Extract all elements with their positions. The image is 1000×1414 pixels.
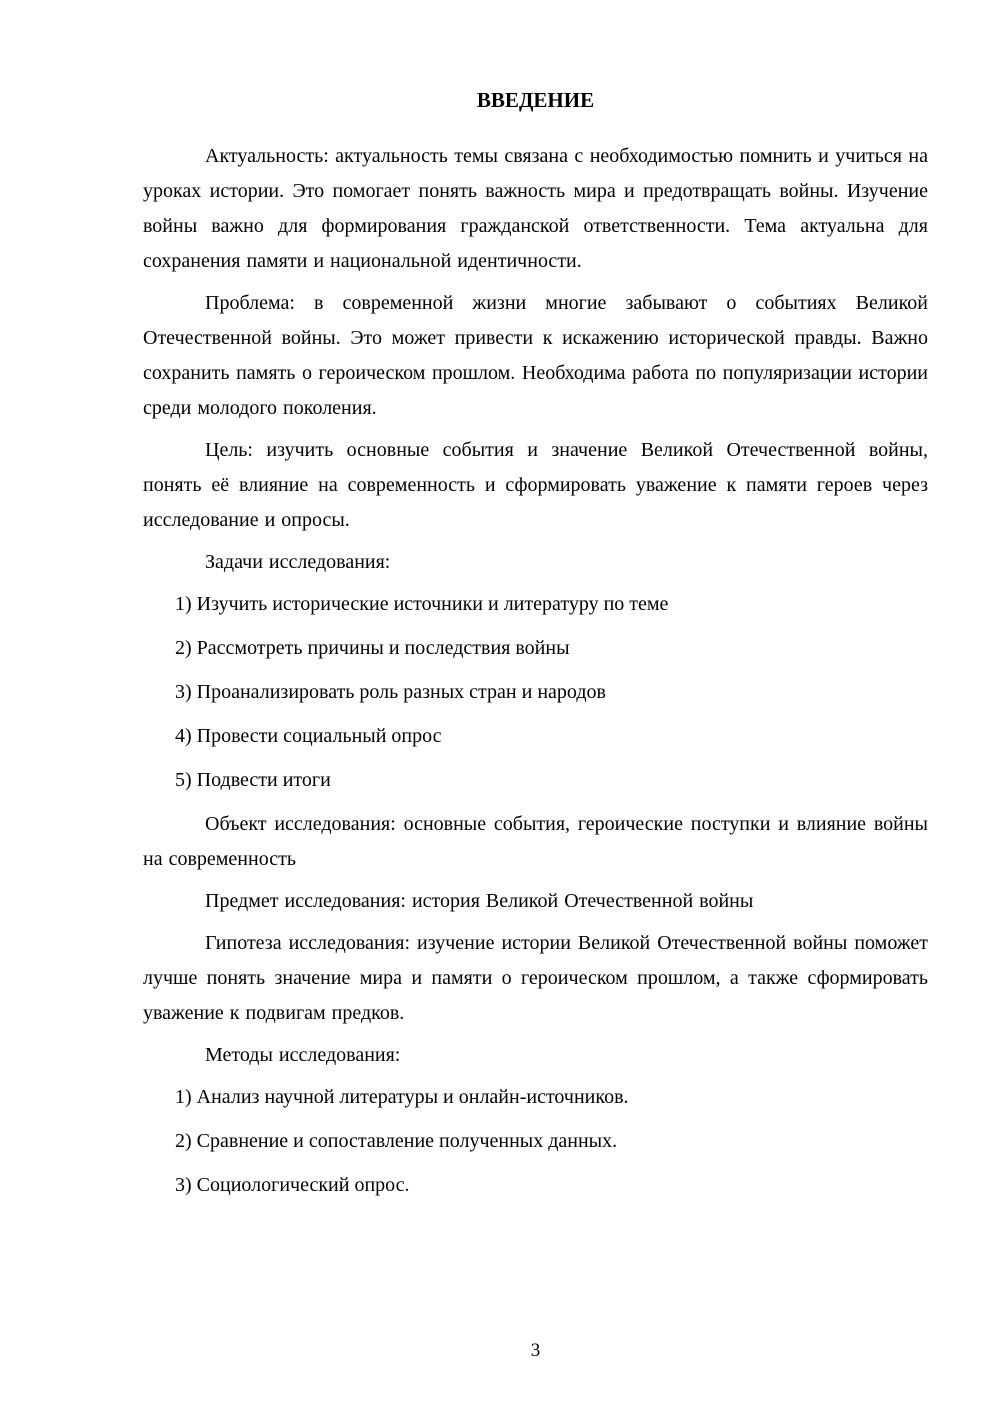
task-item-5: 5) Подвести итоги [175, 769, 331, 791]
task-item-1: 1) Изучить исторические источники и литературу по теме [175, 593, 669, 615]
paragraph-hypothesis: Гипотеза исследования: изучение истории Великой Отечественной войны поможет лучше понять значение мира и памяти о героическом прошлом, а также сформировать уважение к подвигам предков. [143, 932, 928, 1024]
paragraph-object: Объект исследования: основные события, героические поступки и влияние войны на современность [143, 813, 928, 870]
paragraph-relevance: Актуальность: актуальность темы связана с необходимостью помнить и учиться на уроках истории. Это помогает понять важность мира и предотвращать войны. Изучение войны важно для формирования гражданской ответственности. Тема актуальна для сохранения памяти и национальной идентичности. [143, 145, 928, 272]
task-item-2: 2) Рассмотреть причины и последствия войны [175, 637, 570, 659]
paragraph-subject: Предмет исследования: история Великой Отечественной войны [205, 890, 754, 912]
tasks-heading: Задачи исследования: [205, 551, 391, 573]
method-item-1: 1) Анализ научной литературы и онлайн-источников. [175, 1086, 629, 1108]
method-item-2: 2) Сравнение и сопоставление полученных данных. [175, 1130, 618, 1152]
methods-heading: Методы исследования: [205, 1044, 401, 1066]
paragraph-goal: Цель: изучить основные события и значение Великой Отечественной войны, понять её влияние на современность и сформировать уважение к памяти героев через исследование и опросы. [143, 439, 928, 531]
paragraph-problem: Проблема: в современной жизни многие забывают о событиях Великой Отечественной войны. Это может привести к искажению исторической правды. Важно сохранить память о героическом прошлом. Необходима работа по популяризации истории среди молодого поколения. [143, 292, 928, 419]
task-item-3: 3) Проанализировать роль разных стран и народов [175, 681, 606, 703]
page-number: 3 [530, 1340, 541, 1361]
page-title: ВВЕДЕНИЕ [476, 88, 595, 112]
task-item-4: 4) Провести социальный опрос [175, 725, 442, 747]
method-item-3: 3) Социологический опрос. [175, 1174, 410, 1196]
